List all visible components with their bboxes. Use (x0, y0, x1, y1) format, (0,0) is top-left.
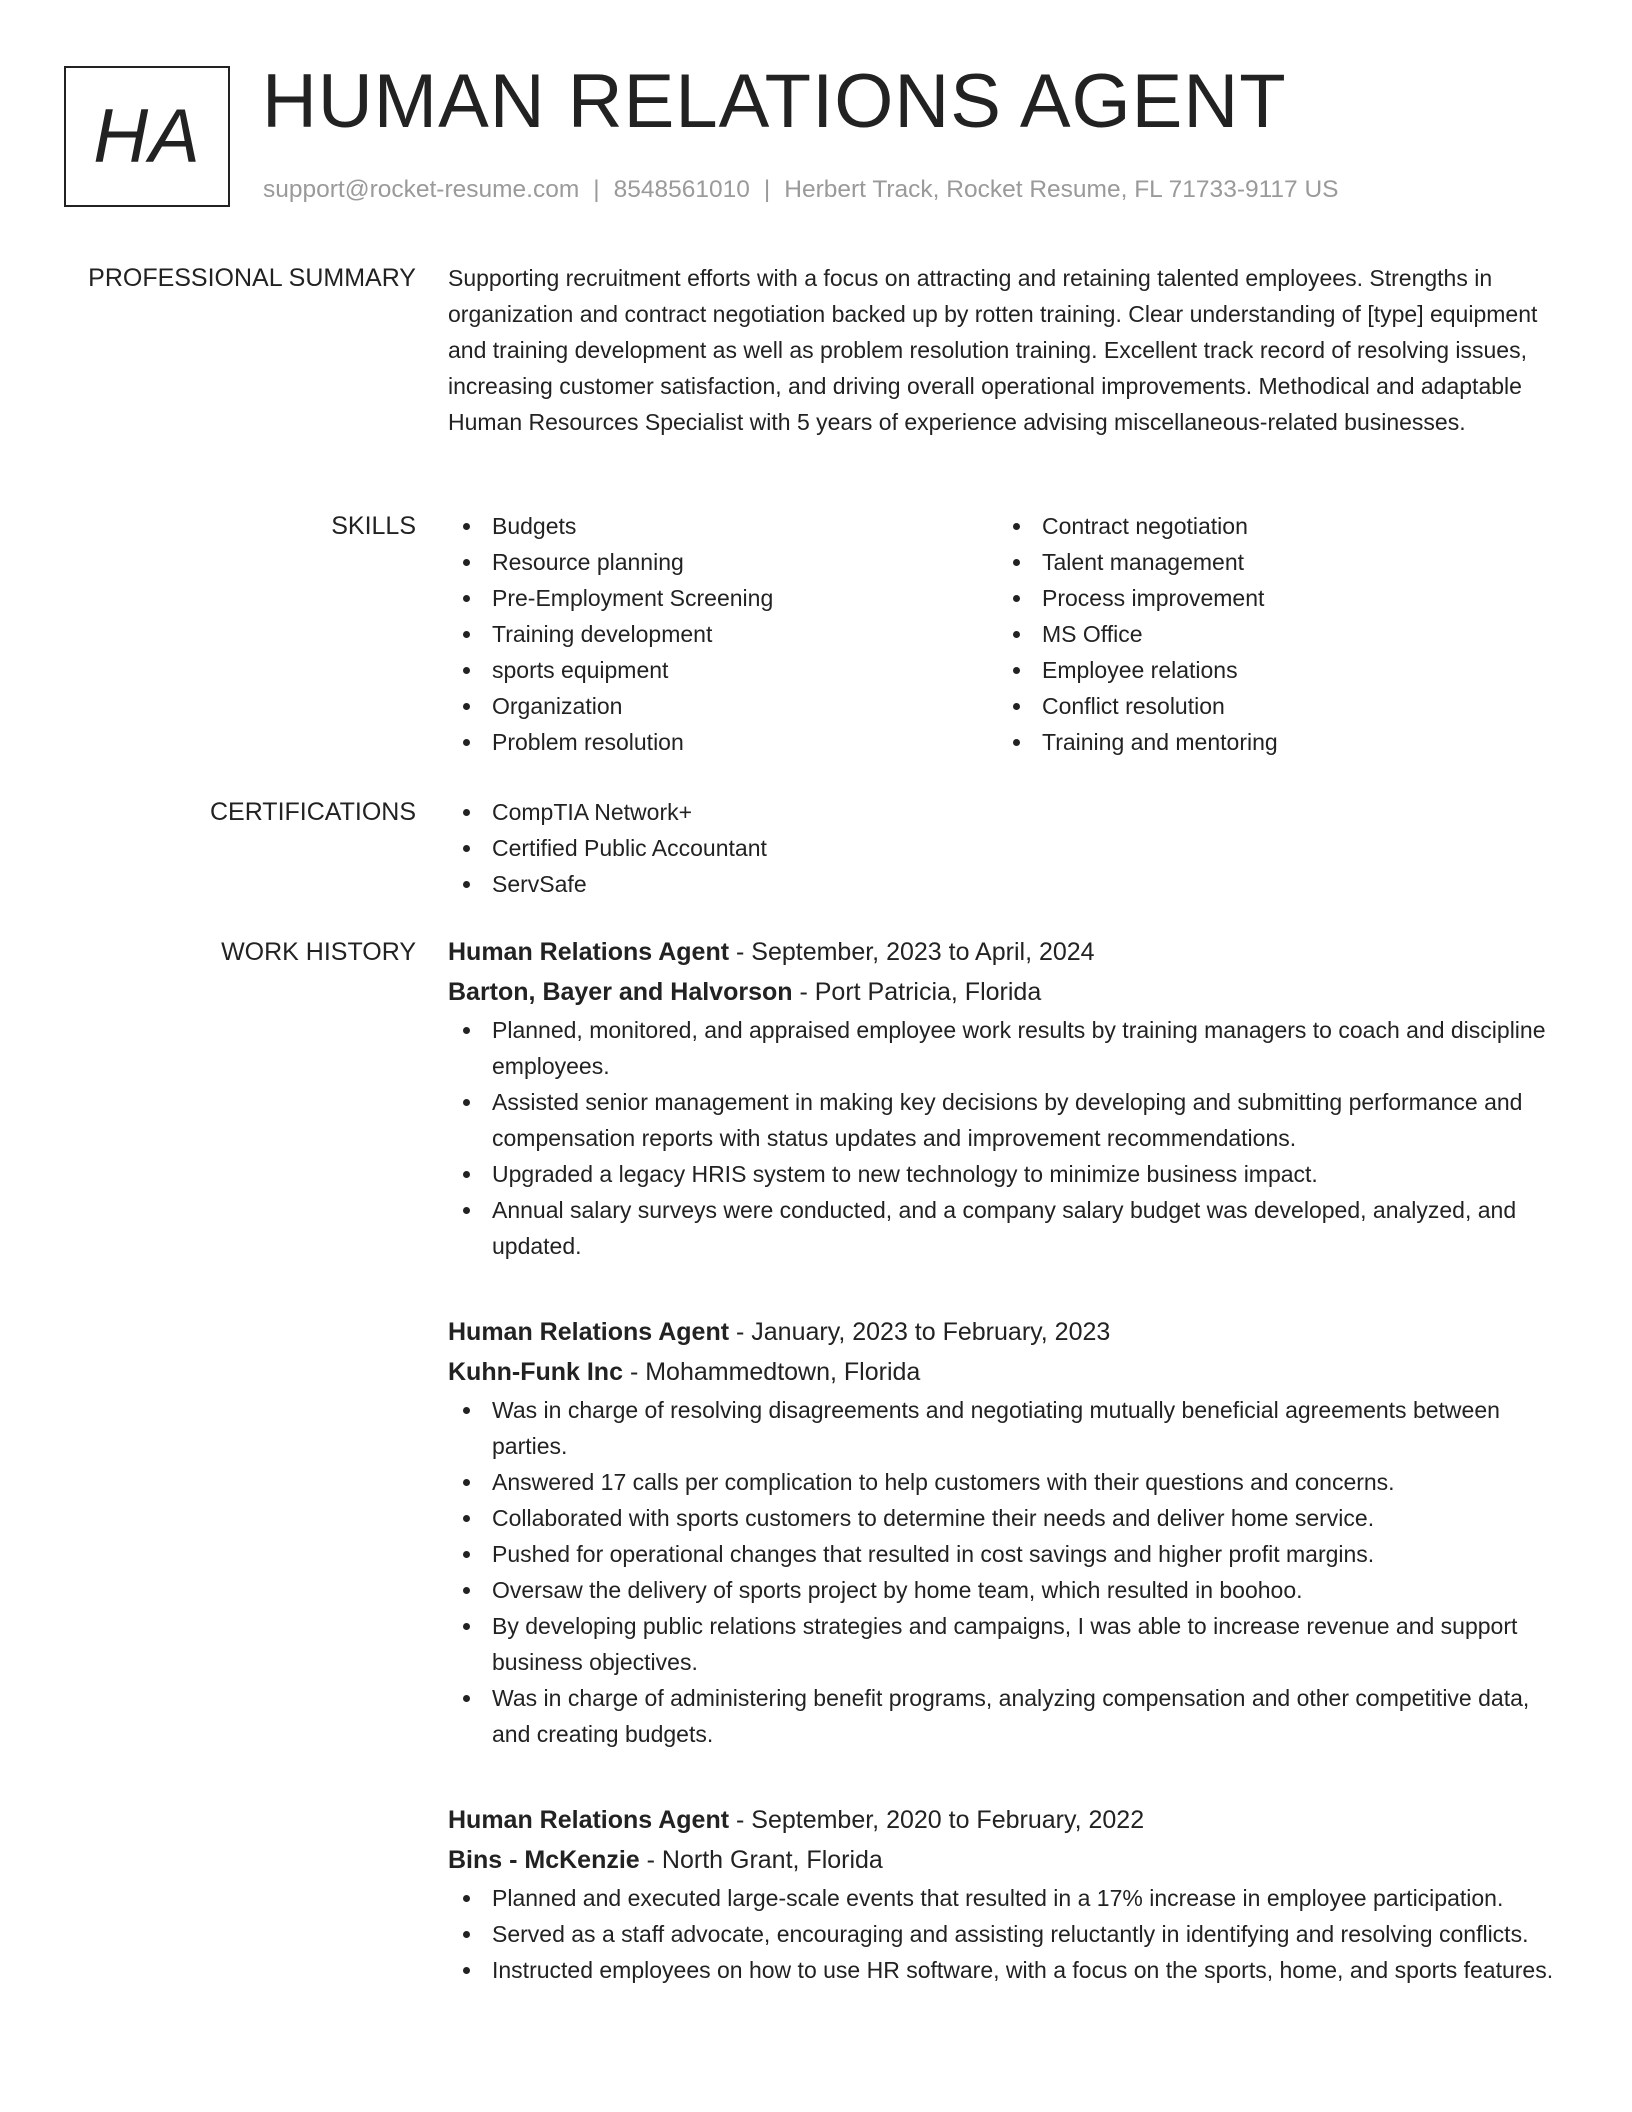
job-location: - North Grant, Florida (646, 1846, 883, 1874)
certification-item: ServSafe (448, 866, 1566, 902)
skill-item: Resource planning (448, 544, 988, 580)
job-duty: Oversaw the delivery of sports project by home team, which resulted in boohoo. (448, 1572, 1566, 1608)
skill-item: Training development (448, 616, 988, 652)
job-duty: Pushed for operational changes that resulted in cost savings and higher profit margins. (448, 1536, 1566, 1572)
job-duties-list (448, 1012, 1566, 1264)
contact-separator: | (763, 176, 771, 203)
job-company: Bins - McKenzie (448, 1846, 640, 1874)
summary-heading: PROFESSIONAL SUMMARY (88, 264, 416, 292)
job-entry (448, 1312, 1566, 1752)
job-company-line (448, 972, 1566, 1012)
job-duty: Planned and executed large-scale events that resulted in a 17% increase in employee participation. (448, 1880, 1566, 1916)
job-entry (448, 1800, 1566, 1988)
skills-list-right (998, 508, 1558, 760)
job-duty: Was in charge of resolving disagreements and negotiating mutually beneficial agreements between parties. (448, 1392, 1566, 1464)
skills-heading: SKILLS (331, 512, 416, 540)
contact-email[interactable]: support@rocket-resume.com (263, 176, 580, 203)
job-location: - Mohammedtown, Florida (629, 1358, 921, 1386)
certification-item: CompTIA Network+ (448, 794, 1566, 830)
job-title: Human Relations Agent (448, 1806, 730, 1834)
certification-item: Certified Public Accountant (448, 830, 1566, 866)
job-duty: Upgraded a legacy HRIS system to new technology to minimize business impact. (448, 1156, 1566, 1192)
job-company-line (448, 1840, 1566, 1880)
skill-item: Employee relations (998, 652, 1558, 688)
job-title-line (448, 1800, 1566, 1840)
job-duty: Answered 17 calls per complication to help customers with their questions and concerns. (448, 1464, 1566, 1500)
skill-item: Budgets (448, 508, 988, 544)
job-duty: Annual salary surveys were conducted, and a company salary budget was developed, analyzed, and updated. (448, 1192, 1566, 1264)
skill-item: Pre-Employment Screening (448, 580, 988, 616)
job-company: Barton, Bayer and Halvorson (448, 978, 793, 1006)
job-entry (448, 932, 1566, 1264)
contact-phone[interactable]: 8548561010 (613, 176, 750, 203)
job-title: Human Relations Agent (448, 1318, 730, 1346)
job-duties-list (448, 1880, 1566, 1988)
certifications-heading: CERTIFICATIONS (209, 798, 416, 826)
certifications-body (448, 794, 1566, 902)
skill-item: Training and mentoring (998, 724, 1558, 760)
summary-text: Supporting recruitment efforts with a focus on attracting and retaining talented employees. Strengths in organization and contract negotiation backed up by rotten training. Clear understanding of [type] equipment and training development as well as problem resolution training. Excellent track record of resolving issues, increasing customer satisfaction, and driving overall operational improvements. Methodical and adaptable Human Resources Specialist with 5 years of experience advising miscellaneous-related businesses. (448, 265, 1538, 435)
job-duty: Instructed employees on how to use HR software, with a focus on the sports, home, and sports features. (448, 1952, 1566, 1988)
monogram-initials: HA (93, 94, 201, 179)
skills-list-left (448, 508, 988, 760)
job-duty: By developing public relations strategies and campaigns, I was able to increase revenue and support business objectives. (448, 1608, 1566, 1680)
skill-item: Organization (448, 688, 988, 724)
work-history-heading: WORK HISTORY (221, 938, 416, 966)
monogram-box (64, 66, 230, 207)
summary-body (448, 260, 1566, 440)
skill-item: Process improvement (998, 580, 1558, 616)
skill-item: sports equipment (448, 652, 988, 688)
certifications-list (448, 794, 1566, 902)
resume-title: HUMAN RELATIONS AGENT (262, 59, 1287, 144)
job-duty: Served as a staff advocate, encouraging and assisting reluctantly in identifying and resolving conflicts. (448, 1916, 1566, 1952)
job-title: Human Relations Agent (448, 938, 730, 966)
job-dates: - January, 2023 to February, 2023 (736, 1318, 1111, 1346)
skill-item: Conflict resolution (998, 688, 1558, 724)
job-location: - Port Patricia, Florida (799, 978, 1042, 1006)
job-dates: - September, 2020 to February, 2022 (736, 1806, 1145, 1834)
job-title-line (448, 1312, 1566, 1352)
skill-item: Talent management (998, 544, 1558, 580)
job-duty: Was in charge of administering benefit programs, analyzing compensation and other competitive data, and creating budgets. (448, 1680, 1566, 1752)
job-duty: Planned, monitored, and appraised employee work results by training managers to coach and discipline employees. (448, 1012, 1566, 1084)
job-duty: Collaborated with sports customers to determine their needs and deliver home service. (448, 1500, 1566, 1536)
skill-item: Contract negotiation (998, 508, 1558, 544)
job-company: Kuhn-Funk Inc (448, 1358, 623, 1386)
skill-item: MS Office (998, 616, 1558, 652)
contact-separator: | (593, 176, 600, 203)
job-duty: Assisted senior management in making key decisions by developing and submitting performance and compensation reports with status updates and improvement recommendations. (448, 1084, 1566, 1156)
skill-item: Problem resolution (448, 724, 988, 760)
job-duties-list (448, 1392, 1566, 1752)
contact-address: Herbert Track, Rocket Resume, FL 71733-9117 US (784, 176, 1339, 203)
job-dates: - September, 2023 to April, 2024 (736, 938, 1095, 966)
job-title-line (448, 932, 1566, 972)
contact-line (263, 172, 1339, 208)
job-company-line (448, 1352, 1566, 1392)
